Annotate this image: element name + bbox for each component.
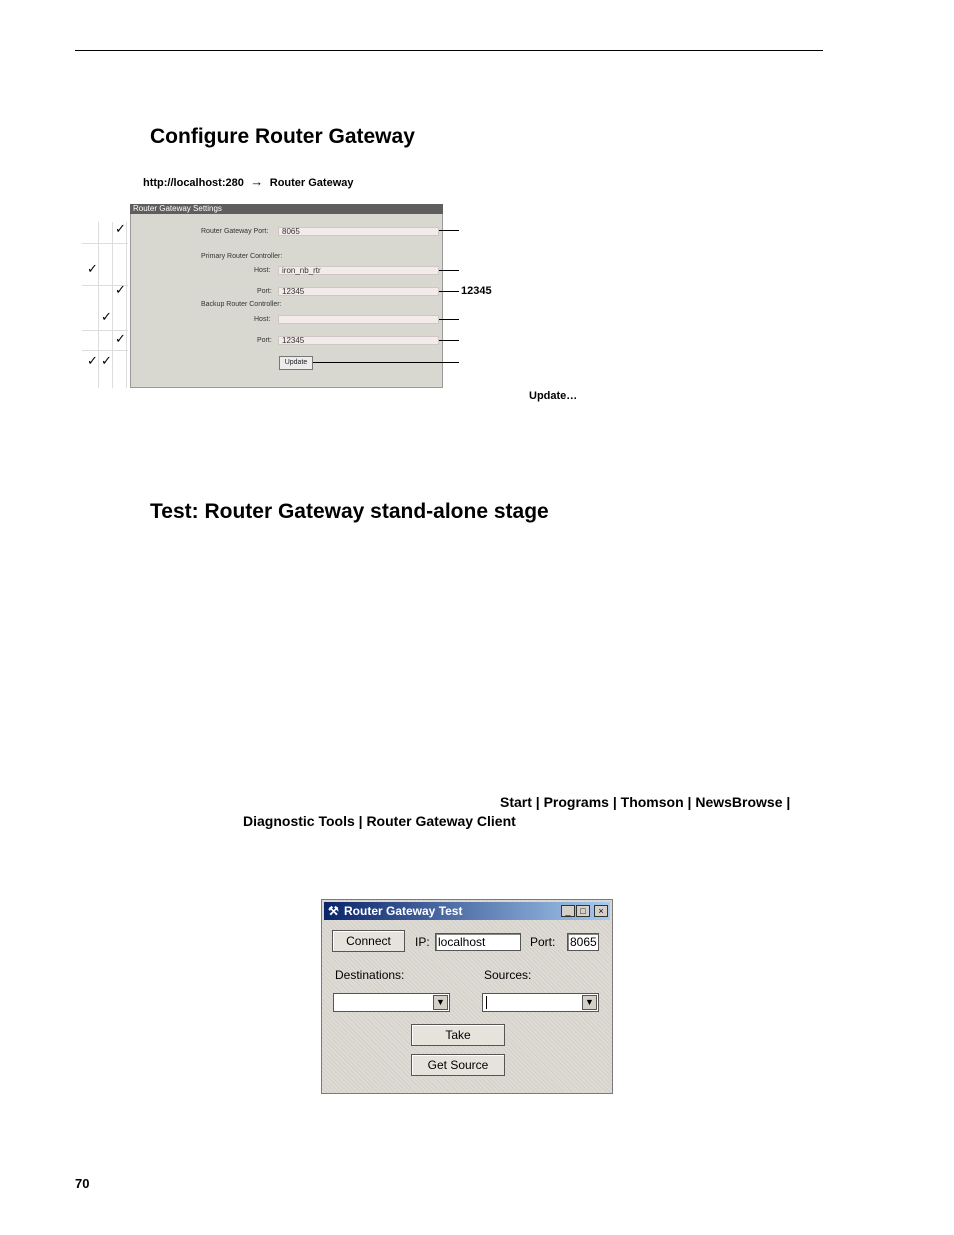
chevron-down-icon[interactable]: ▼	[582, 995, 597, 1010]
arrow-right-icon: →	[250, 174, 264, 189]
check-mark-icon: ✓	[87, 353, 98, 368]
maximize-icon[interactable]: □	[576, 905, 590, 917]
section-title-test: Test: Router Gateway stand-alone stage	[150, 500, 549, 523]
checklist-grid-line	[82, 350, 128, 351]
gateway-port-label: Router Gateway Port:	[201, 228, 269, 235]
url-text: http://localhost:280	[143, 177, 244, 189]
close-icon[interactable]: ×	[594, 905, 608, 917]
callout-leader-line	[439, 230, 459, 231]
backup-port-label: Port:	[257, 337, 272, 344]
destinations-label: Destinations:	[335, 968, 405, 982]
ip-label: IP:	[415, 935, 430, 949]
callout-leader-line	[313, 362, 459, 363]
check-mark-icon: ✓	[115, 221, 126, 236]
checklist-grid-line	[112, 222, 113, 388]
primary-router-label: Primary Router Controller:	[201, 253, 283, 260]
backup-host-input[interactable]	[278, 315, 439, 324]
callout-leader-line	[439, 319, 459, 320]
checklist-grid-line	[98, 222, 99, 388]
minimize-icon[interactable]: _	[561, 905, 575, 917]
callout-leader-line	[439, 270, 459, 271]
update-button[interactable]: Update	[279, 356, 313, 370]
callout-port-value: 12345	[461, 285, 492, 297]
sources-label: Sources:	[484, 968, 532, 982]
backup-router-label: Backup Router Controller:	[201, 301, 282, 308]
primary-host-input[interactable]: iron_nb_rtr	[278, 266, 439, 275]
callout-leader-line	[439, 340, 459, 341]
check-mark-icon: ✓	[115, 282, 126, 297]
primary-host-label: Host:	[254, 267, 271, 274]
check-mark-icon: ✓	[87, 261, 98, 276]
page-number: 70	[75, 1176, 90, 1191]
menu-path-line1: Start | Programs | Thomson | NewsBrowse |	[500, 794, 791, 810]
window-title: Router Gateway Test	[344, 904, 463, 918]
port-label: Port:	[530, 935, 556, 949]
chevron-down-icon[interactable]: ▼	[433, 995, 448, 1010]
callout-leader-line	[439, 291, 459, 292]
url-target: Router Gateway	[269, 177, 354, 189]
app-icon: ⚒	[328, 904, 339, 918]
settings-panel-title: Router Gateway Settings	[130, 204, 443, 214]
section-title-configure: Configure Router Gateway	[150, 125, 415, 148]
text-cursor	[486, 996, 487, 1009]
connect-button[interactable]: Connect	[332, 930, 405, 952]
check-mark-icon: ✓	[101, 309, 112, 324]
take-button[interactable]: Take	[411, 1024, 505, 1046]
get-source-button[interactable]: Get Source	[411, 1054, 505, 1076]
port-input[interactable]: 8065	[567, 933, 599, 951]
gateway-port-input[interactable]: 8065	[278, 227, 439, 236]
menu-path-line2: Diagnostic Tools | Router Gateway Client	[243, 813, 516, 829]
check-mark-icon: ✓	[115, 331, 126, 346]
primary-port-input[interactable]: 12345	[278, 287, 439, 296]
checklist-grid-line	[126, 222, 127, 388]
check-mark-icon: ✓	[101, 353, 112, 368]
checklist-grid-line	[82, 243, 128, 244]
url-path	[143, 173, 354, 187]
ip-input[interactable]: localhost	[435, 933, 521, 951]
backup-port-input[interactable]: 12345	[278, 336, 439, 345]
callout-update: Update…	[529, 390, 578, 402]
header-rule	[75, 50, 823, 51]
backup-host-label: Host:	[254, 316, 271, 323]
primary-port-label: Port:	[257, 288, 272, 295]
